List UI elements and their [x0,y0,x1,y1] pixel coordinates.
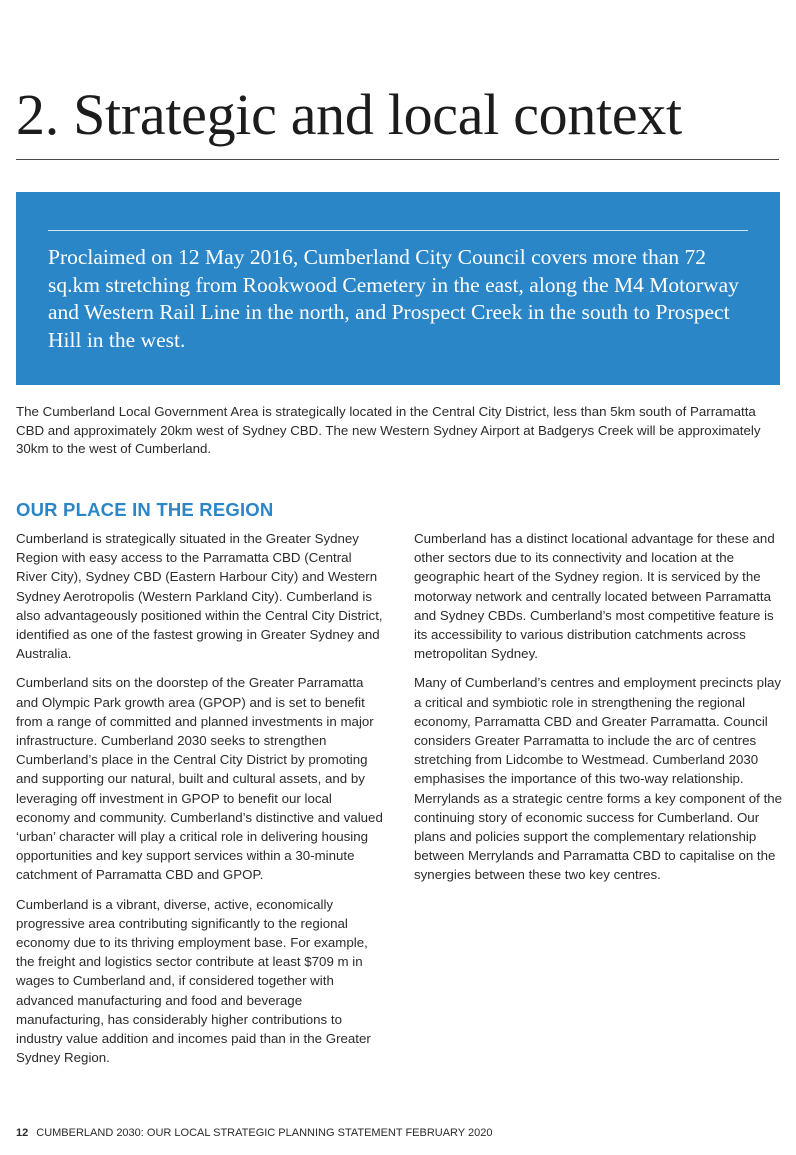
lead-paragraph: The Cumberland Local Government Area is strategically located in the Central City District, less than 5km south of Parramatta CBD and approximately 20km west of Sydney CBD. The new Western Sydney Airport at Badgerys Creek will be approximately 30km to the west of Cumberland. [16,404,761,456]
right-column [414,529,784,895]
body-paragraph: Many of Cumberland’s centres and employment precincts play a critical and symbiotic role in strengthening the regional economy, Parramatta CBD and Greater Parramatta. Council considers Greater Parramatta to include the arc of centres stretching from Lidcombe to Westmead. Cumberland 2030 emphasises the importance of this two-way relationship. Merrylands as a strategic centre forms a key component of the continuing story of economic success for Cumberland. Our plans and policies support the complementary relationship between Merrylands and Parramatta CBD to capitalise on the synergies between these two key centres. [414,675,783,883]
intro-callout-text: Proclaimed on 12 May 2016, Cumberland City Council covers more than 72 sq.km stretching from Rookwood Cemetery in the east, along the M4 Motorway and Western Rail Line in the north, and Prospect Creek in the south to Prospect Hill in the west. [48,245,739,352]
body-paragraph: Cumberland is strategically situated in the Greater Sydney Region with easy access to the Parramatta CBD (Central River City), Sydney CBD (Eastern Harbour City) and Western Sydney Aerotropolis (Western Parkland City). Cumberland is also advantageously positioned within the Central City District, identified as one of the fastest growing in Greater Sydney and Australia. [16,531,383,662]
intro-callout-divider [48,230,748,231]
left-column [16,529,384,1077]
body-paragraph: Cumberland is a vibrant, diverse, active, economically progressive area contributing significantly to the regional economy due to its thriving employment base. For example, the freight and logistics sector contribute at least $709 m in wages to Cumberland and, if considered together with advanced manufacturing and food and beverage manufacturing, has considerably higher contributions to industry value addition and incomes paid than in the Greater Sydney Region. [16,896,371,1066]
page-number: 12 [16,1127,29,1139]
body-paragraph: Cumberland sits on the doorstep of the Greater Parramatta and Olympic Park growth area (GPOP) and is set to benefit from a range of committed and planned investments in major infrastructure. Cumberland 2030 seeks to strengthen Cumberland’s place in the Central City District by promoting and supporting our natural, built and cultural assets, and by leveraging off investment in GPOP to benefit our local economy and community. Cumberland’s distinctive and valued ‘urban’ character will play a critical role in delivering housing opportunities and key support services within a 30-minute catchment of Parramatta CBD and GPOP. [16,675,383,883]
footer-text: CUMBERLAND 2030: OUR LOCAL STRATEGIC PLANNING STATEMENT FEBRUARY 2020 [36,1127,493,1139]
page-footer [16,1126,492,1140]
title-divider [16,159,779,160]
page-title: 2. Strategic and local context [16,82,682,147]
intro-callout-box [16,192,780,385]
body-paragraph: Cumberland has a distinct locational advantage for these and other sectors due to its connectivity and location at the geographic heart of the Sydney region. It is serviced by the motorway network and centrally located between Parramatta and Sydney CBDs. Cumberland’s most competitive feature is its accessibility to various distribution catchments across metropolitan Sydney. [414,531,775,662]
section-heading: OUR PLACE IN THE REGION [16,499,274,520]
